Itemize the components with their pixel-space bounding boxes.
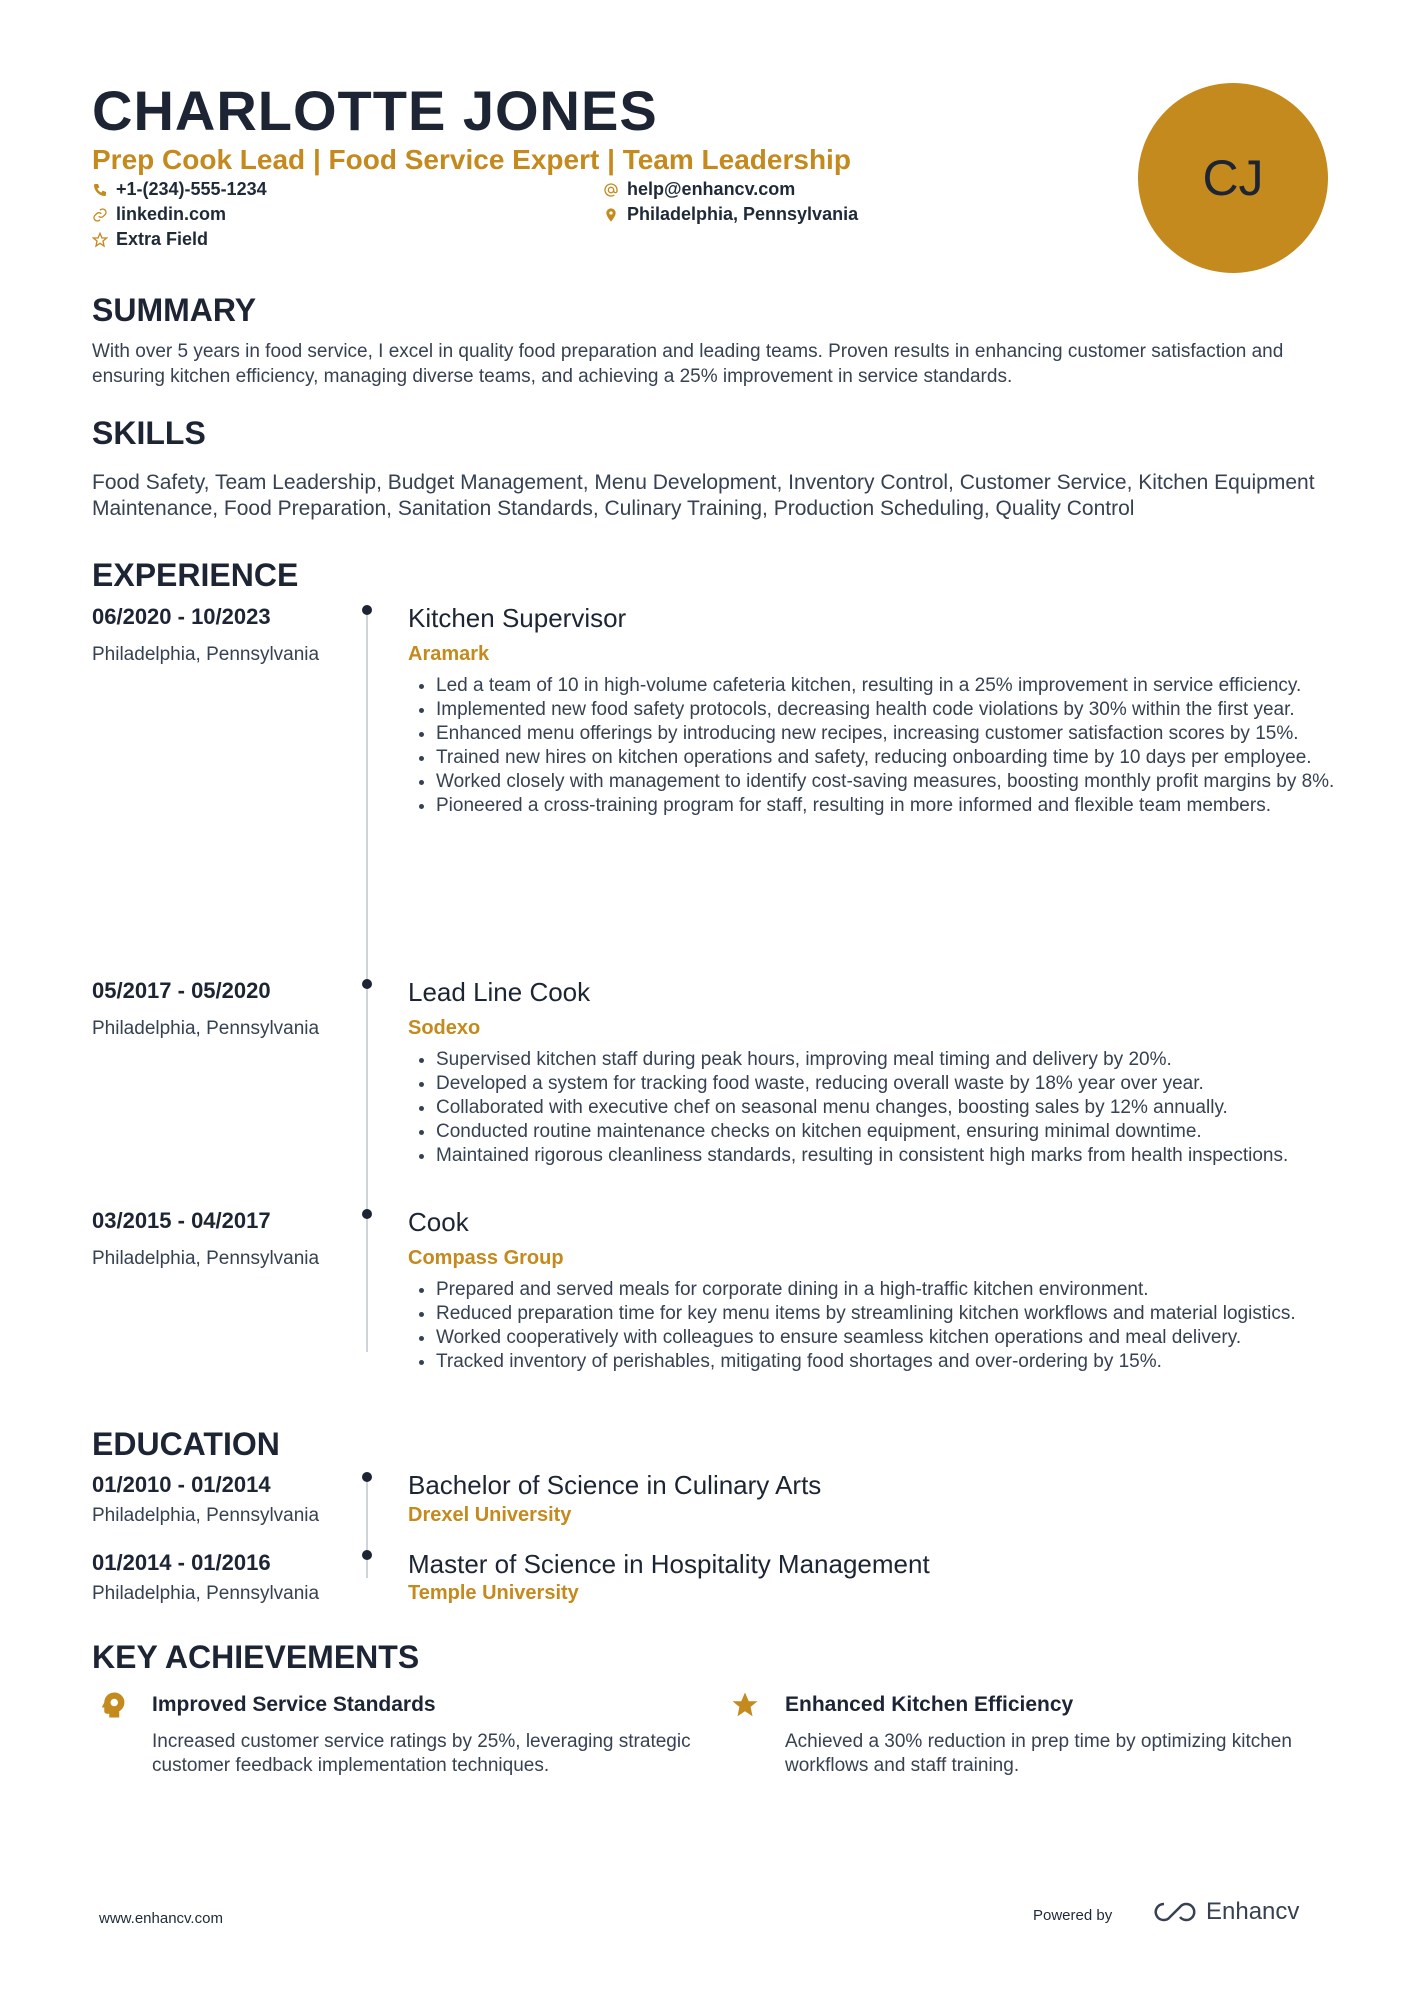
contact-email[interactable]	[603, 179, 795, 200]
job-role: Cook	[408, 1207, 469, 1237]
timeline-dot	[362, 1209, 372, 1219]
email-text[interactable]: help@enhancv.com	[627, 179, 796, 199]
infinity-logo-icon	[1152, 1900, 1198, 1924]
job-bullet: • Pioneered a cross-training program for staff, resulting in more informed and flexible team members.	[436, 794, 1356, 818]
summary-heading: SUMMARY	[92, 292, 257, 328]
linkedin-text[interactable]: linkedin.com	[116, 204, 227, 224]
job-company: Sodexo	[408, 1017, 481, 1039]
job-bullets	[408, 1048, 1356, 1168]
experience-heading: EXPERIENCE	[92, 557, 299, 593]
job-bullet: • Reduced preparation time for key menu items by streamlining kitchen workflows and material logistics.	[436, 1302, 1356, 1326]
candidate-title: Prep Cook Lead | Food Service Expert | Team Leadership	[92, 144, 851, 175]
job-bullet: • Worked closely with management to identify cost-saving measures, boosting monthly profit margins by 8%.	[436, 770, 1356, 794]
education-heading: EDUCATION	[92, 1426, 280, 1462]
edu-degree: Bachelor of Science in Culinary Arts	[408, 1470, 822, 1500]
head-icon	[98, 1690, 128, 1720]
job-location: Philadelphia, Pennsylvania	[92, 1018, 320, 1039]
job-bullet: • Implemented new food safety protocols, decreasing health code violations by 30% within the first year.	[436, 698, 1356, 722]
skills-heading: SKILLS	[92, 415, 206, 451]
job-dates: 05/2017 - 05/2020	[92, 978, 271, 1003]
timeline-dot	[362, 1550, 372, 1560]
timeline-dot	[362, 979, 372, 989]
job-bullet: • Supervised kitchen staff during peak hours, improving meal timing and delivery by 20%.	[436, 1048, 1356, 1072]
job-bullets	[408, 674, 1356, 818]
edu-school: Temple University	[408, 1582, 579, 1604]
footer-website[interactable]: www.enhancv.com	[99, 1910, 223, 1927]
achievement-text: Achieved a 30% reduction in prep time by optimizing kitchen workflows and staff training.	[785, 1731, 1292, 1776]
timeline-dot	[362, 605, 372, 615]
job-dates: 06/2020 - 10/2023	[92, 604, 271, 629]
job-bullets	[408, 1278, 1356, 1374]
job-bullet: • Worked cooperatively with colleagues to ensure seamless kitchen operations and meal delivery.	[436, 1326, 1356, 1350]
contact-phone	[92, 179, 267, 200]
job-bullet: • Collaborated with executive chef on seasonal menu changes, boosting sales by 12% annually.	[436, 1096, 1356, 1120]
edu-location: Philadelphia, Pennsylvania	[92, 1583, 320, 1604]
phone-text: +1-(234)-555-1234	[116, 179, 267, 199]
edu-location: Philadelphia, Pennsylvania	[92, 1505, 320, 1526]
location-text: Philadelphia, Pennsylvania	[627, 204, 859, 224]
job-bullet: • Led a team of 10 in high-volume cafeteria kitchen, resulting in a 25% improvement in service efficiency.	[436, 674, 1356, 698]
phone-icon	[92, 182, 108, 198]
contact-location	[603, 204, 858, 225]
job-bullet: • Tracked inventory of perishables, mitigating food shortages and over-ordering by 15%.	[436, 1350, 1356, 1374]
achievements-heading: KEY ACHIEVEMENTS	[92, 1639, 420, 1675]
edu-degree: Master of Science in Hospitality Management	[408, 1549, 930, 1579]
achievement-text: Increased customer service ratings by 25%, leveraging strategic customer feedback implementation techniques.	[152, 1731, 691, 1776]
edu-dates: 01/2010 - 01/2014	[92, 1472, 271, 1497]
job-bullet: • Trained new hires on kitchen operations and safety, reducing onboarding time by 10 days per employee.	[436, 746, 1356, 770]
education-timeline	[366, 1478, 368, 1578]
extra-field-text: Extra Field	[116, 229, 209, 249]
job-bullet: • Maintained rigorous cleanliness standards, resulting in consistent high marks from health inspections.	[436, 1144, 1356, 1168]
job-role: Lead Line Cook	[408, 977, 591, 1007]
achievement-title: Improved Service Standards	[152, 1693, 436, 1716]
job-company: Compass Group	[408, 1247, 564, 1269]
job-location: Philadelphia, Pennsylvania	[92, 644, 320, 665]
brand-logo[interactable]	[1152, 1898, 1299, 1926]
job-dates: 03/2015 - 04/2017	[92, 1208, 271, 1233]
job-bullet: • Developed a system for tracking food waste, reducing overall waste by 18% year over year.	[436, 1072, 1356, 1096]
contact-linkedin[interactable]	[92, 204, 226, 225]
powered-by-label: Powered by	[1033, 1907, 1113, 1924]
job-company: Aramark	[408, 643, 490, 665]
edu-school: Drexel University	[408, 1504, 572, 1526]
star-icon	[730, 1690, 760, 1720]
contact-extra	[92, 229, 208, 250]
brand-name: Enhancv	[1206, 1898, 1300, 1925]
timeline-dot	[362, 1472, 372, 1482]
achievement-title: Enhanced Kitchen Efficiency	[785, 1693, 1074, 1716]
skills-text: Food Safety, Team Leadership, Budget Management, Menu Development, Inventory Control, Customer Service, Kitchen Equipment Maintenance, Food Preparation, Sanitation Standards, Culinary Training, Production Scheduling, Quality Control	[92, 471, 1315, 520]
job-location: Philadelphia, Pennsylvania	[92, 1248, 320, 1269]
job-role: Kitchen Supervisor	[408, 603, 627, 633]
summary-text: With over 5 years in food service, I excel in quality food preparation and leading teams. Proven results in enhancing customer satisfaction and ensuring kitchen efficiency, managing diverse teams, and achieving a 25% improvement in service standards.	[92, 341, 1284, 387]
avatar	[1138, 83, 1328, 273]
job-bullet: • Conducted routine maintenance checks on kitchen equipment, ensuring minimal downtime.	[436, 1120, 1356, 1144]
star-outline-icon	[92, 232, 108, 248]
candidate-name: CHARLOTTE JONES	[92, 79, 658, 142]
edu-dates: 01/2014 - 01/2016	[92, 1550, 271, 1575]
at-icon	[603, 182, 619, 198]
job-bullet: • Enhanced menu offerings by introducing new recipes, increasing customer satisfaction scores by 15%.	[436, 722, 1356, 746]
link-icon	[92, 207, 108, 223]
avatar-initials: CJ	[1202, 150, 1264, 206]
location-pin-icon	[603, 207, 619, 223]
job-bullet: • Prepared and served meals for corporate dining in a high-traffic kitchen environment.	[436, 1278, 1356, 1302]
